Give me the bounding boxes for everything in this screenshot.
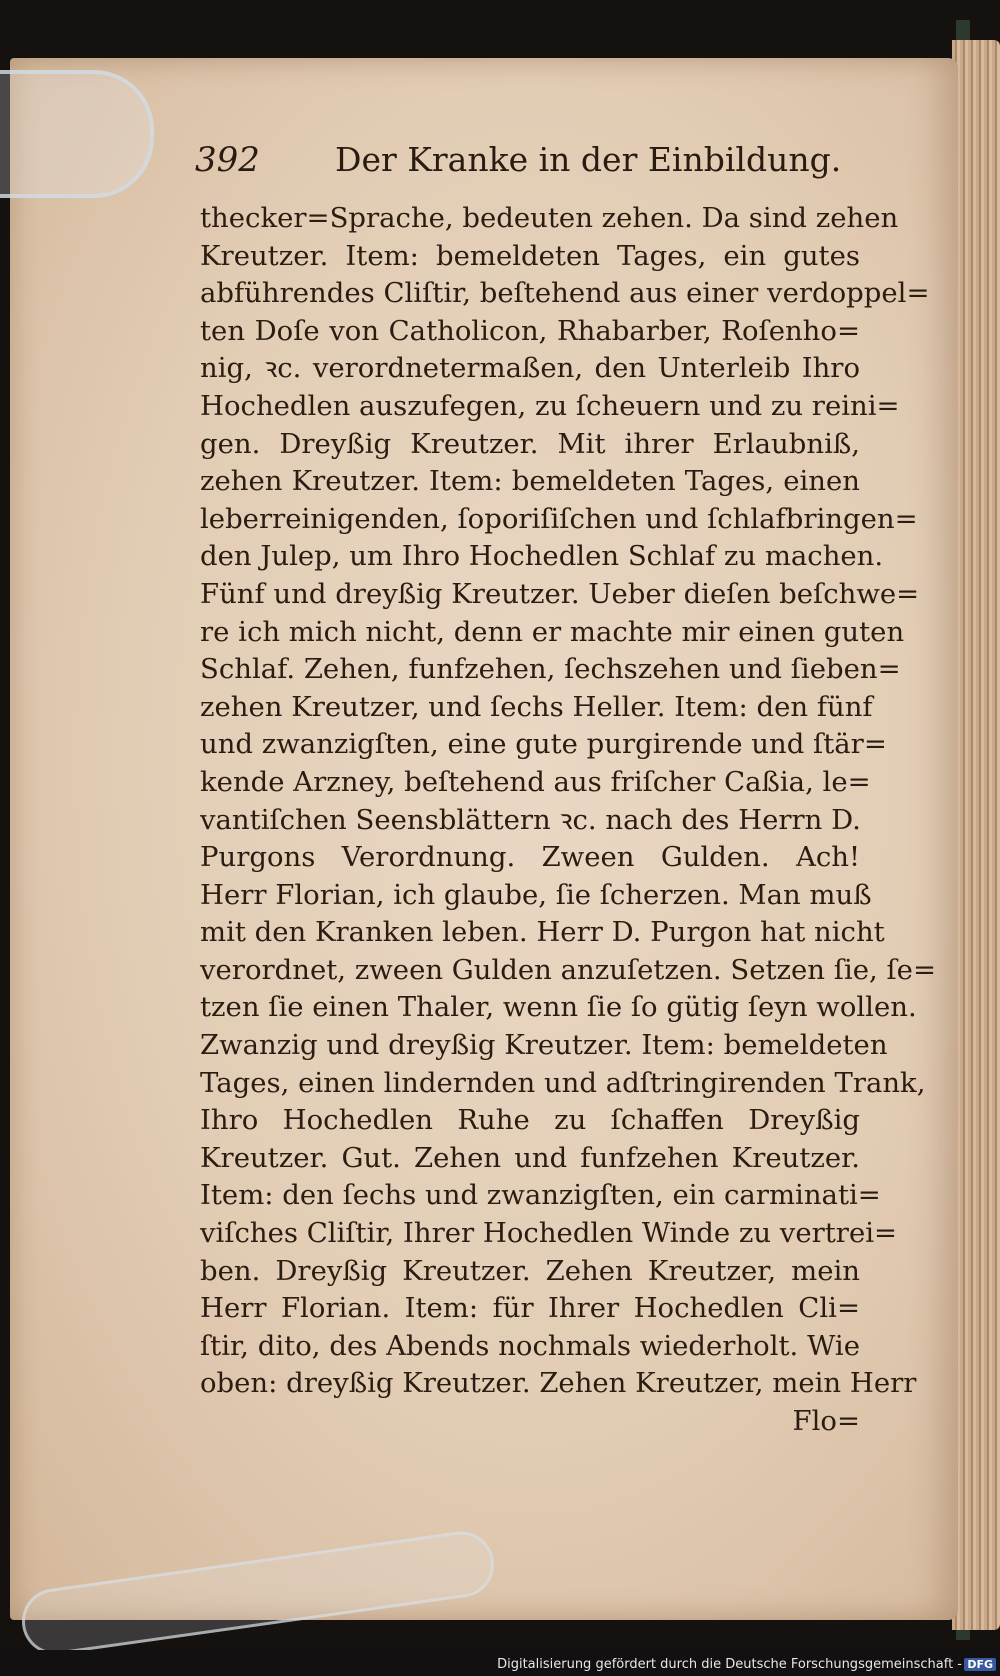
text-line: vantiſchen Seensblättern ꝛc. nach des Herrn D. (200, 803, 861, 836)
text-line: Schlaf. Zehen, funfzehen, ſechszehen und ſieben= (200, 653, 901, 686)
text-line: zehen Kreutzer. Item: bemeldeten Tages, einen (200, 465, 860, 498)
text-line: Hochedlen auszufegen, zu ſcheuern und zu reini= (200, 389, 900, 422)
text-line: den Julep, um Ihro Hochedlen Schlaf zu machen. (200, 540, 884, 573)
dfg-logo: DFG (964, 1658, 996, 1671)
text-line: nig, ꝛc. verordnetermaßen, den Unterleib Ihro (200, 352, 860, 385)
footer-bar (0, 1650, 1000, 1676)
digitization-credit: Digitalisierung gefördert durch die Deutsche Forschungsgemeinschaft - (497, 1657, 962, 1672)
running-title: Der Kranke in der Einbildung. (335, 140, 842, 179)
text-line: leberreinigenden, ſoporiſiſchen und ſchlafbringen= (200, 502, 918, 535)
text-line: mit den Kranken leben. Herr D. Purgon hat nicht (200, 916, 885, 949)
text-line: zehen Kreutzer, und ſechs Heller. Item: den fünf (200, 690, 873, 723)
text-line: re ich mich nicht, denn er machte mir einen guten (200, 615, 905, 648)
text-line: ben. Dreyßig Kreutzer. Zehen Kreutzer, mein (200, 1254, 860, 1287)
text-line: Ihro Hochedlen Ruhe zu ſchaffen Dreyßig (200, 1104, 860, 1137)
text-line: Fünf und dreyßig Kreutzer. Ueber dieſen beſchwe= (200, 577, 920, 610)
text-line: oben: dreyßig Kreutzer. Zehen Kreutzer, mein Herr (200, 1367, 917, 1400)
text-line: viſches Cliſtir, Ihrer Hochedlen Winde zu vertrei= (200, 1217, 898, 1250)
text-line: verordnet, zween Gulden anzuſetzen. Setzen ſie, ſe= (200, 953, 936, 986)
text-line: Herr Florian, ich glaube, ſie ſcherzen. Man muß (200, 878, 872, 911)
text-line: Item: den ſechs und zwanzigſten, ein carminati= (200, 1179, 881, 1212)
text-line: und zwanzigſten, eine gute purgirende und ſtär= (200, 728, 887, 761)
page-header (195, 140, 895, 180)
text-line: Kreutzer. Gut. Zehen und funfzehen Kreutzer. (200, 1141, 860, 1174)
text-line: Purgons Verordnung. Zween Gulden. Ach! (200, 841, 860, 874)
book-page-edges (952, 40, 1000, 1630)
text-line: thecker=Sprache, bedeuten zehen. Da sind zehen (200, 202, 899, 234)
text-line: kende Arzney, beſtehend aus friſcher Caßia, le= (200, 765, 871, 798)
text-line: tzen ſie einen Thaler, wenn ſie ſo gütig ſeyn wollen. (200, 991, 917, 1024)
text-line: gen. Dreyßig Kreutzer. Mit ihrer Erlaubniß, (200, 427, 860, 460)
text-line: Kreutzer. Item: bemeldeten Tages, ein gutes (200, 239, 860, 272)
plastic-clip-top (0, 70, 154, 198)
text-line: abführendes Cliſtir, beſtehend aus einer verdoppel= (200, 277, 930, 310)
text-line: Herr Florian. Item: für Ihrer Hochedlen Cli= (200, 1292, 860, 1325)
text-line: Flo= (792, 1405, 860, 1437)
text-line: Zwanzig und dreyßig Kreutzer. Item: bemeldeten (200, 1029, 888, 1062)
text-line: Tages, einen lindernden und adſtringirenden Trank, (200, 1066, 926, 1099)
text-line: ſtir, dito, des Abends nochmals wiederholt. Wie (200, 1329, 860, 1362)
page-number: 392 (195, 140, 260, 180)
text-line: ten Doſe von Catholicon, Rhabarber, Roſenho= (200, 314, 860, 347)
body-text (200, 200, 936, 1441)
